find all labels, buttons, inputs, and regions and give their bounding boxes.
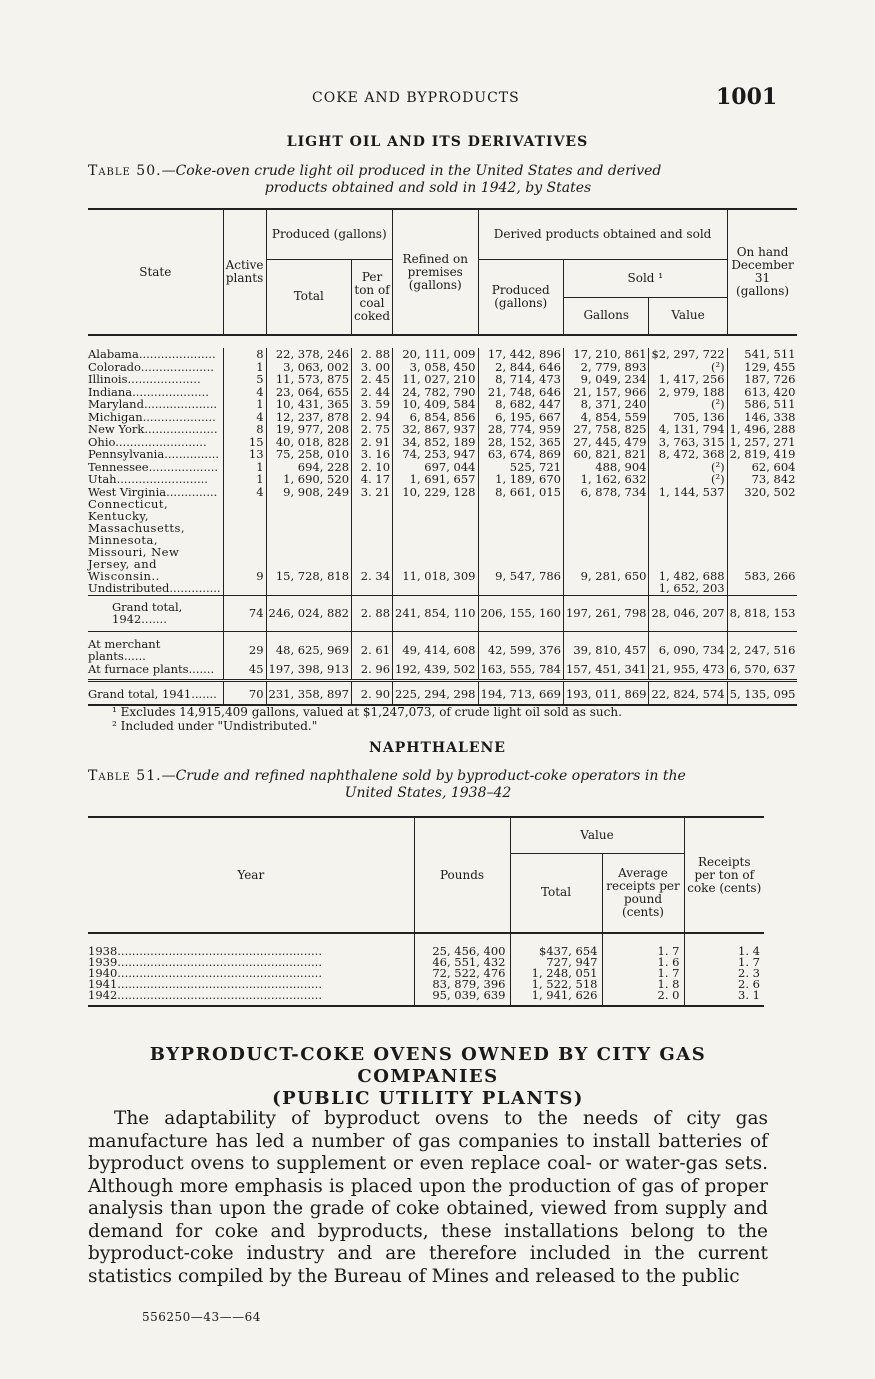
cell-total: 9, 908, 249 (266, 486, 351, 499)
state-cell: At merchant plants...... (88, 636, 161, 663)
cell-total: 231, 358, 897 (266, 681, 351, 705)
cell-total: 694, 228 (266, 461, 351, 474)
cell-refined: 49, 414, 608 (393, 631, 478, 663)
year-cell: 1941........................................................ (88, 977, 322, 991)
leader-dots: .................... (127, 372, 201, 386)
state-cell: Maryland.................... (88, 397, 218, 411)
cell-plants: 74 (223, 595, 266, 631)
col-value-total: Total (510, 853, 602, 933)
cell-refined: 3, 058, 450 (393, 361, 478, 374)
cell-per-ton: 2. 91 (352, 436, 393, 449)
table-50-caption (88, 163, 768, 197)
leader-dots: .................... (144, 422, 218, 436)
table-row (88, 990, 764, 1006)
table-row (88, 595, 797, 631)
cell-produced: 194, 713, 669 (478, 681, 563, 705)
table-row (88, 486, 797, 499)
cell-refined: 24, 782, 790 (393, 386, 478, 399)
cell-refined: 32, 867, 937 (393, 423, 478, 436)
cell-total: 246, 024, 882 (266, 595, 351, 631)
state-cell: Michigan.................... (88, 409, 216, 424)
cell-gallons: 27, 445, 479 (563, 436, 648, 449)
leader-dots: .............. (166, 484, 218, 499)
cell-plants: 70 (223, 681, 266, 705)
naphthalene-table (88, 816, 764, 1007)
cell-gallons: 2, 779, 893 (563, 361, 648, 374)
col-sold: Sold ¹ (563, 259, 727, 297)
cell-per-ton: 2. 10 (352, 461, 393, 474)
col-state: State (88, 209, 223, 335)
leader-dots: ........................................................ (117, 944, 322, 958)
cell-refined: 74, 253, 947 (393, 448, 478, 461)
cell-plants: 4 (223, 486, 266, 499)
cell-gallons: 488, 904 (563, 461, 648, 474)
cell-value: 2, 979, 188 (649, 386, 727, 399)
leader-dots: ................... (148, 459, 219, 474)
cell-plants: 4 (223, 411, 266, 424)
cell-on-hand: 187, 726 (727, 373, 797, 386)
leader-dots: ......................... (115, 434, 207, 449)
light-oil-table (88, 208, 797, 706)
cell-gallons: 6, 878, 734 (563, 486, 648, 499)
cell-gallons: 9, 049, 234 (563, 373, 648, 386)
cell-gallons: 4, 854, 559 (563, 411, 648, 424)
cell-total: 1, 522, 518 (510, 979, 602, 990)
printer-code: 556250—43——64 (142, 1310, 261, 1324)
cell-total: 727, 947 (510, 957, 602, 968)
cell-value: 8, 472, 368 (649, 448, 727, 461)
cell-on-hand: 2, 247, 516 (727, 631, 797, 663)
table-51-caption-line2: United States, 1938–42 (344, 785, 512, 801)
cell-gallons: 8, 371, 240 (563, 398, 648, 411)
col-on-hand: On hand December 31 (gallons) (727, 209, 797, 335)
table-51-caption (88, 768, 768, 802)
cell-avg: 1. 6 (602, 957, 684, 968)
cell-plants: 1 (223, 461, 266, 474)
col-year: Year (88, 817, 414, 933)
state-cell: Ohio......................... (88, 434, 207, 449)
cell-value: $2, 297, 722 (649, 348, 727, 361)
cell-per-ton: 2. 94 (352, 411, 393, 424)
cell-gallons: 21, 157, 966 (563, 386, 648, 399)
cell-per-ton: 2. 88 (352, 595, 393, 631)
col-produced-total: Total (266, 259, 351, 335)
table-row (88, 498, 797, 582)
cell-per-ton: 2. 96 (352, 663, 393, 681)
state-cell: Illinois.................... (88, 372, 201, 386)
state-cell: Indiana..................... (88, 384, 209, 399)
cell-gallons: 39, 810, 457 (563, 631, 648, 663)
cell-gallons: 60, 821, 821 (563, 448, 648, 461)
cell-total: 10, 431, 365 (266, 398, 351, 411)
col-value: Value (510, 817, 684, 853)
cell-avg: 1. 7 (602, 968, 684, 979)
leader-dots: ...... (123, 649, 146, 663)
col-receipts: Receipts per ton of coke (cents) (684, 817, 764, 933)
cell-value: 1, 144, 537 (649, 486, 727, 499)
cell-receipts: 2. 3 (684, 968, 764, 979)
cell-receipts: 1. 4 (684, 933, 764, 957)
cell-total: 15, 728, 818 (266, 498, 351, 582)
cell-produced: 63, 674, 869 (478, 448, 563, 461)
cell-value: (²) (649, 398, 727, 411)
cell-produced: 1, 189, 670 (478, 473, 563, 486)
cell-receipts: 3. 1 (684, 990, 764, 1006)
cell-produced: 163, 555, 784 (478, 663, 563, 681)
state-cell: New York.................... (88, 422, 218, 436)
table-row (88, 582, 797, 595)
cell-total: 22, 378, 246 (266, 348, 351, 361)
cell-pounds: 95, 039, 639 (414, 990, 510, 1006)
cell-plants: 4 (223, 386, 266, 399)
table-50-caption-line1: —Coke-oven crude light oil produced in the United States and derived (161, 163, 662, 179)
state-cell: Connecticut, Kentucky, Massachusetts, Minnesota, Missouri, New Jersey, and Wisconsin.. (88, 497, 186, 583)
cell-per-ton (352, 582, 393, 595)
cell-total: 3, 063, 002 (266, 361, 351, 374)
cell-per-ton: 4. 17 (352, 473, 393, 486)
page-number: 1001 (716, 84, 778, 110)
cell-on-hand: 583, 266 (727, 498, 797, 582)
cell-produced: 8, 661, 015 (478, 486, 563, 499)
cell-plants: 29 (223, 631, 266, 663)
cell-refined: 6, 854, 856 (393, 411, 478, 424)
state-cell: Pennsylvania............... (88, 447, 220, 461)
cell-produced: 28, 152, 365 (478, 436, 563, 449)
cell-per-ton: 2. 34 (352, 498, 393, 582)
cell-total: $437, 654 (510, 933, 602, 957)
col-per-ton: Per ton of coal coked (352, 259, 393, 335)
leader-dots: ........................................................ (117, 988, 322, 1002)
cell-produced: 206, 155, 160 (478, 595, 563, 631)
footnote-1: ¹ Excludes 14,915,409 gallons, valued at $1,247,073, of crude light oil sold as such. (112, 705, 622, 719)
cell-receipts: 2. 6 (684, 979, 764, 990)
col-derived-produced: Produced (gallons) (478, 259, 563, 335)
cell-value: (²) (649, 461, 727, 474)
cell-refined: 241, 854, 110 (393, 595, 478, 631)
cell-total: 40, 018, 828 (266, 436, 351, 449)
cell-gallons: 1, 162, 632 (563, 473, 648, 486)
cell-receipts: 1. 7 (684, 957, 764, 968)
cell-avg: 2. 0 (602, 990, 684, 1006)
cell-on-hand: 62, 604 (727, 461, 797, 474)
cell-total: 23, 064, 655 (266, 386, 351, 399)
cell-per-ton: 2. 61 (352, 631, 393, 663)
leader-dots: ..................... (132, 384, 209, 399)
cell-plants: 13 (223, 448, 266, 461)
cell-gallons: 193, 011, 869 (563, 681, 648, 705)
cell-total: 1, 941, 626 (510, 990, 602, 1006)
cell-value: 1, 417, 256 (649, 373, 727, 386)
leader-dots: ..................... (138, 347, 216, 361)
light-oil-section-title: LIGHT OIL AND ITS DERIVATIVES (286, 134, 589, 150)
cell-plants: 9 (223, 498, 266, 582)
cell-gallons (563, 582, 648, 595)
cell-value: 705, 136 (649, 411, 727, 424)
cell-pounds: 83, 879, 396 (414, 979, 510, 990)
cell-plants: 1 (223, 398, 266, 411)
col-pounds: Pounds (414, 817, 510, 933)
cell-total: 1, 248, 051 (510, 968, 602, 979)
cell-produced: 525, 721 (478, 461, 563, 474)
cell-on-hand: 613, 420 (727, 386, 797, 399)
cell-plants: 8 (223, 423, 266, 436)
cell-per-ton: 2. 75 (352, 423, 393, 436)
cell-produced: 9, 547, 786 (478, 498, 563, 582)
cell-on-hand: 5, 135, 095 (727, 681, 797, 705)
cell-refined: 1, 691, 657 (393, 473, 478, 486)
table-row (88, 933, 764, 957)
cell-value: 22, 824, 574 (649, 681, 727, 705)
cell-refined: 697, 044 (393, 461, 478, 474)
cell-value: (²) (649, 361, 727, 374)
cell-per-ton: 3. 00 (352, 361, 393, 374)
leader-dots: ....... (188, 661, 215, 676)
state-cell: Tennessee................... (88, 459, 219, 474)
cell-per-ton: 2. 90 (352, 681, 393, 705)
cell-on-hand: 129, 455 (727, 361, 797, 374)
cell-per-ton: 3. 16 (352, 448, 393, 461)
col-derived: Derived products obtained and sold (478, 209, 727, 259)
cell-value: 6, 090, 734 (649, 631, 727, 663)
cell-produced: 6, 195, 667 (478, 411, 563, 424)
cell-refined: 192, 439, 502 (393, 663, 478, 681)
leader-dots: ....... (191, 687, 217, 701)
cell-refined: 10, 409, 584 (393, 398, 478, 411)
cell-pounds: 46, 551, 432 (414, 957, 510, 968)
cell-value: 28, 046, 207 (649, 595, 727, 631)
cell-on-hand: 73, 842 (727, 473, 797, 486)
cell-per-ton: 2. 45 (352, 373, 393, 386)
cell-on-hand: 8, 818, 153 (727, 595, 797, 631)
leader-dots: .................... (142, 409, 216, 424)
cell-on-hand: 320, 502 (727, 486, 797, 499)
cell-total: 11, 573, 875 (266, 373, 351, 386)
cell-on-hand: 2, 819, 419 (727, 448, 797, 461)
state-cell: Alabama..................... (88, 347, 216, 361)
leader-dots: ........................................................ (117, 977, 322, 991)
leader-dots: .................... (143, 397, 218, 411)
cell-plants: 8 (223, 348, 266, 361)
cell-total: 1, 690, 520 (266, 473, 351, 486)
state-cell: Undistributed.............. (88, 581, 221, 595)
table-50-footnotes (112, 705, 622, 733)
cell-value: 3, 763, 315 (649, 436, 727, 449)
cell-refined: 10, 229, 128 (393, 486, 478, 499)
cell-on-hand: 6, 570, 637 (727, 663, 797, 681)
col-refined: Refined on premises (gallons) (393, 209, 478, 335)
cell-plants: 45 (223, 663, 266, 681)
cell-produced: 17, 442, 896 (478, 348, 563, 361)
state-cell: West Virginia.............. (88, 484, 218, 499)
cell-gallons: 157, 451, 341 (563, 663, 648, 681)
footnote-2: ² Included under "Undistributed." (112, 719, 318, 733)
cell-refined: 34, 852, 189 (393, 436, 478, 449)
cell-refined: 225, 294, 298 (393, 681, 478, 705)
light-oil-table-body (88, 335, 797, 705)
leader-dots: .............. (169, 581, 221, 595)
cell-pounds: 72, 522, 476 (414, 968, 510, 979)
cell-gallons: 9, 281, 650 (563, 498, 648, 582)
naphthalene-section-title: NAPHTHALENE (369, 740, 506, 756)
leader-dots: ....... (141, 612, 167, 626)
cell-value: (²) (649, 473, 727, 486)
city-gas-section-heading (88, 1044, 768, 1110)
cell-refined: 11, 018, 309 (393, 498, 478, 582)
cell-total (266, 582, 351, 595)
state-cell: Grand total, 1941....... (88, 681, 223, 705)
cell-value: 1, 652, 203 (649, 582, 727, 595)
table-row (88, 681, 797, 705)
cell-on-hand: 1, 257, 271 (727, 436, 797, 449)
cell-total: 12, 237, 878 (266, 411, 351, 424)
table-51-caption-line1: —Crude and refined naphthalene sold by byproduct-coke operators in the (161, 768, 686, 784)
naphthalene-table-body (88, 933, 764, 1006)
cell-total: 48, 625, 969 (266, 631, 351, 663)
city-gas-heading-line1: BYPRODUCT-COKE OVENS OWNED BY CITY GAS COMPANIES (149, 1044, 707, 1087)
cell-per-ton: 3. 21 (352, 486, 393, 499)
year-cell: 1939........................................................ (88, 955, 322, 969)
state-cell: Grand total, 1942....... (88, 595, 223, 631)
cell-refined: 20, 111, 009 (393, 348, 478, 361)
cell-plants: 1 (223, 361, 266, 374)
col-sold-gallons: Gallons (563, 297, 648, 335)
cell-pounds: 25, 456, 400 (414, 933, 510, 957)
cell-on-hand: 146, 338 (727, 411, 797, 424)
leader-dots: .................... (140, 359, 214, 374)
cell-produced: 8, 714, 473 (478, 373, 563, 386)
table-50-label: Table 50. (88, 163, 162, 179)
city-gas-paragraph: The adaptability of byproduct ovens to the needs of city gas manufacture has led a number of gas companies to install batteries of byproduct ovens to supplement or even replace coal- or water-gas sets. Although more emphasis is placed upon the production of gas of proper analysis than upon the grade of coke obtained, viewed from supply and demand for coke and byproducts, these installations belong to the byproduct-coke industry and are therefore included in the current statistics compiled by the Bureau of Mines and released to the public (88, 1108, 768, 1287)
state-cell: Utah......................... (88, 472, 208, 486)
running-title: COKE AND BYPRODUCTS (312, 90, 520, 106)
table-51-label: Table 51. (88, 768, 162, 784)
cell-gallons: 197, 261, 798 (563, 595, 648, 631)
cell-plants: 5 (223, 373, 266, 386)
table-row (88, 631, 797, 663)
cell-total: 75, 258, 010 (266, 448, 351, 461)
city-gas-heading-line2: (PUBLIC UTILITY PLANTS) (272, 1088, 584, 1109)
cell-total: 19, 977, 208 (266, 423, 351, 436)
cell-per-ton: 2. 88 (352, 348, 393, 361)
state-cell: At furnace plants....... (88, 663, 223, 681)
cell-total: 197, 398, 913 (266, 663, 351, 681)
leader-dots: ........................................................ (117, 966, 322, 980)
cell-avg: 1. 8 (602, 979, 684, 990)
cell-value: 1, 482, 688 (649, 498, 727, 582)
cell-refined (393, 582, 478, 595)
cell-produced: 21, 748, 646 (478, 386, 563, 399)
cell-refined: 11, 027, 210 (393, 373, 478, 386)
table-50-caption-line2: products obtained and sold in 1942, by States (264, 180, 592, 196)
cell-on-hand: 1, 496, 288 (727, 423, 797, 436)
cell-plants: 1 (223, 473, 266, 486)
cell-plants (223, 582, 266, 595)
year-cell: 1942........................................................ (88, 990, 414, 1006)
cell-gallons: 17, 210, 861 (563, 348, 648, 361)
cell-value: 21, 955, 473 (649, 663, 727, 681)
cell-produced: 2, 844, 646 (478, 361, 563, 374)
cell-produced: 8, 682, 447 (478, 398, 563, 411)
cell-on-hand: 541, 511 (727, 348, 797, 361)
cell-value: 4, 131, 794 (649, 423, 727, 436)
col-sold-value: Value (649, 297, 727, 335)
table-row (88, 663, 797, 681)
cell-plants: 15 (223, 436, 266, 449)
cell-produced: 28, 774, 959 (478, 423, 563, 436)
cell-on-hand (727, 582, 797, 595)
leader-dots: ............... (164, 447, 220, 461)
cell-per-ton: 3. 59 (352, 398, 393, 411)
cell-produced: 42, 599, 376 (478, 631, 563, 663)
leader-dots: .. (151, 569, 160, 583)
cell-avg: 1. 7 (602, 933, 684, 957)
leader-dots: ......................... (116, 472, 208, 486)
leader-dots: ........................................................ (117, 955, 322, 969)
col-average-receipts: Average receipts per pound (cents) (602, 853, 684, 933)
year-cell: 1938........................................................ (88, 944, 322, 958)
cell-gallons: 27, 758, 825 (563, 423, 648, 436)
cell-produced (478, 582, 563, 595)
cell-per-ton: 2. 44 (352, 386, 393, 399)
col-active-plants: Active plants (223, 209, 266, 335)
state-cell: Colorado.................... (88, 359, 214, 374)
year-cell: 1940........................................................ (88, 966, 322, 980)
col-produced: Produced (gallons) (266, 209, 392, 259)
cell-on-hand: 586, 511 (727, 398, 797, 411)
